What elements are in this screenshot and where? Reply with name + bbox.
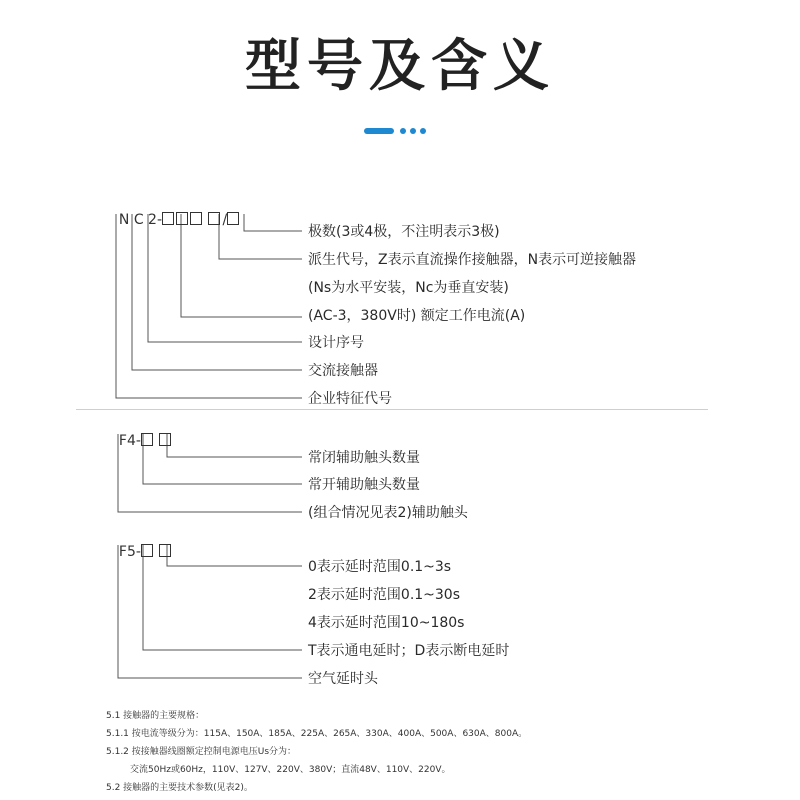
connector-line [167, 434, 302, 457]
f4-item: 常开辅助触头数量 [308, 477, 420, 493]
connector-line [167, 545, 302, 566]
code-box [159, 544, 171, 557]
f4-item: (组合情况见表2)辅助触头 [308, 505, 468, 521]
model-code-nc [110, 196, 241, 228]
code-prefix: F5- [118, 544, 141, 560]
code-box [176, 212, 188, 225]
code-box [141, 544, 153, 557]
code-prefix: F4- [118, 433, 141, 449]
spec-line: 5.1.1 按电流等级分为：115A、150A、185A、225A、265A、330A、400A、500A、630A、800A。 [106, 729, 528, 739]
connector-line [118, 545, 302, 678]
code-box [190, 212, 202, 225]
f5-item: T表示通电延时；D表示断电延时 [308, 643, 510, 659]
nc-item: 企业特征代号 [308, 391, 392, 407]
code-prefix: N C 2- [118, 212, 163, 228]
nc-item: (Ns为水平安装，Nc为垂直安装) [308, 280, 509, 296]
spec-line: 5.1.2 按接触器线圈额定控制电源电压Us分为： [106, 747, 297, 757]
code-box [159, 433, 171, 446]
f5-item: 2表示延时范围0.1~30s [308, 587, 461, 603]
nc-item: 极数(3或4极，不注明表示3极) [308, 224, 500, 240]
nc-item: 交流接触器 [308, 363, 378, 379]
nc-item: (AC-3，380V时) 额定工作电流(A) [308, 308, 526, 324]
code-box [208, 212, 220, 225]
spec-line: 5.1 接触器的主要规格： [106, 711, 205, 721]
spec-line: 交流50Hz或60Hz，110V、127V、220V、380V；直流48V、110V、220V。 [130, 765, 451, 775]
connector-line [244, 214, 302, 231]
connector-line [148, 214, 302, 342]
f5-item: 0表示延时范围0.1~3s [308, 559, 452, 575]
code-box [162, 212, 174, 225]
connector-line [181, 214, 302, 317]
code-slash: / [222, 212, 228, 228]
page-title: 型号及含义 [245, 34, 555, 99]
nc-item: 派生代号，Z表示直流操作接触器，N表示可逆接触器 [308, 252, 637, 268]
f4-item: 常闭辅助触头数量 [308, 450, 420, 466]
connector-line [132, 214, 302, 370]
nc-item: 设计序号 [308, 335, 364, 351]
section-divider [76, 409, 708, 410]
spec-line: 5.2 接触器的主要技术参数(见表2)。 [106, 783, 253, 793]
f5-item: 4表示延时范围10~180s [308, 615, 465, 631]
f5-item: 空气延时头 [308, 671, 378, 687]
model-code-f5 [110, 528, 173, 560]
model-code-f4 [110, 417, 173, 449]
code-box [141, 433, 153, 446]
code-box [227, 212, 239, 225]
